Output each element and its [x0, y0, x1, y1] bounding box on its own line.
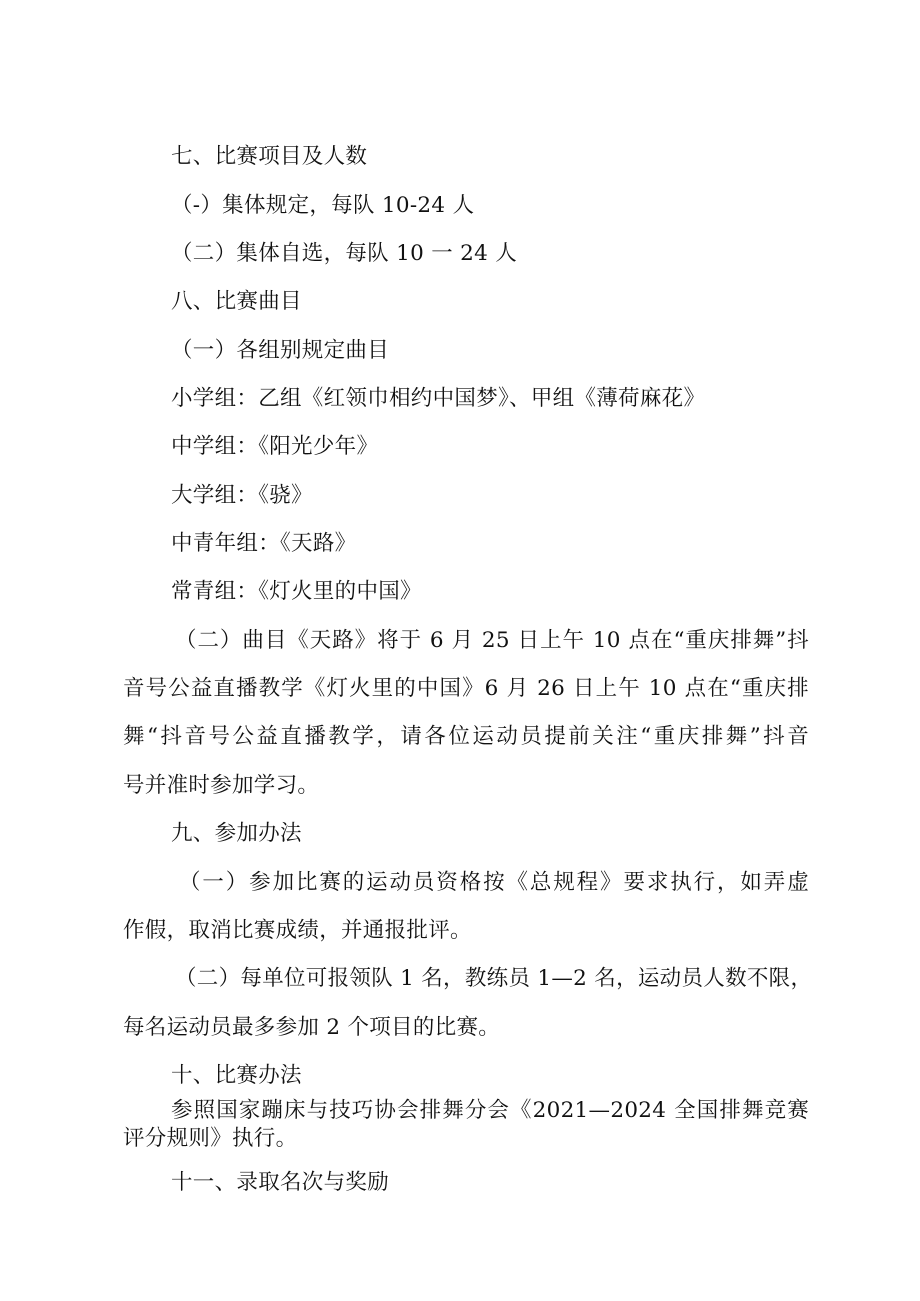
section-heading-participation: 九、参加办法: [171, 821, 302, 846]
music-subheading-compulsory: （一）各组别规定曲目: [171, 338, 390, 363]
section-heading-ranking-awards: 十一、录取名次与奖励: [171, 1170, 390, 1195]
participation-quota-line-1: （二）每单位可报领队 1 名，教练员 1—2 名，运动员人数不限，: [175, 966, 813, 991]
music-notice-line-2: 音号公益直播教学《灯火里的中国》6 月 26 日上午 10 点在“重庆排: [123, 676, 809, 701]
participation-quota-line-2: 每名运动员最多参加 2 个项目的比赛。: [123, 1015, 501, 1040]
music-item-middle-school: 中学组：《阳光少年》: [171, 434, 379, 459]
participation-eligibility-line-2: 作假，取消比赛成绩，并通报批评。: [123, 918, 472, 943]
music-item-primary-school: 小学组：乙组《红领巾相约中国梦》、甲组《薄荷麻花》: [171, 386, 706, 411]
section-heading-competition-method: 十、比赛办法: [171, 1063, 302, 1088]
music-item-senior: 常青组：《灯火里的中国》: [171, 579, 422, 604]
section-heading-competition-music: 八、比赛曲目: [171, 289, 302, 314]
competition-method-line-1: 参照国家蹦床与技巧协会排舞分会《2021—2024 全国排舞竞赛: [171, 1098, 809, 1123]
music-notice-line-4: 号并准时参加学习。: [123, 773, 320, 798]
event-item-group-compulsory: （-）集体规定，每队 10-24 人: [171, 193, 475, 218]
event-item-group-freestyle: （二）集体自选，每队 10 一 24 人: [171, 241, 518, 266]
competition-method-line-2: 评分规则》执行。: [123, 1126, 298, 1151]
music-notice-line-3: 舞“抖音号公益直播教学，请各位运动员提前关注“重庆排舞”抖音: [123, 724, 809, 749]
music-item-youth: 中青年组：《天路》: [171, 531, 357, 556]
section-heading-competition-events: 七、比赛项目及人数: [171, 144, 368, 169]
participation-eligibility-line-1: （一）参加比赛的运动员资格按《总规程》要求执行，如弄虚: [179, 870, 809, 895]
music-item-college: 大学组：《骁》: [171, 483, 313, 508]
music-notice-line-1: （二）曲目《天路》将于 6 月 25 日上午 10 点在“重庆排舞”抖: [175, 628, 809, 653]
